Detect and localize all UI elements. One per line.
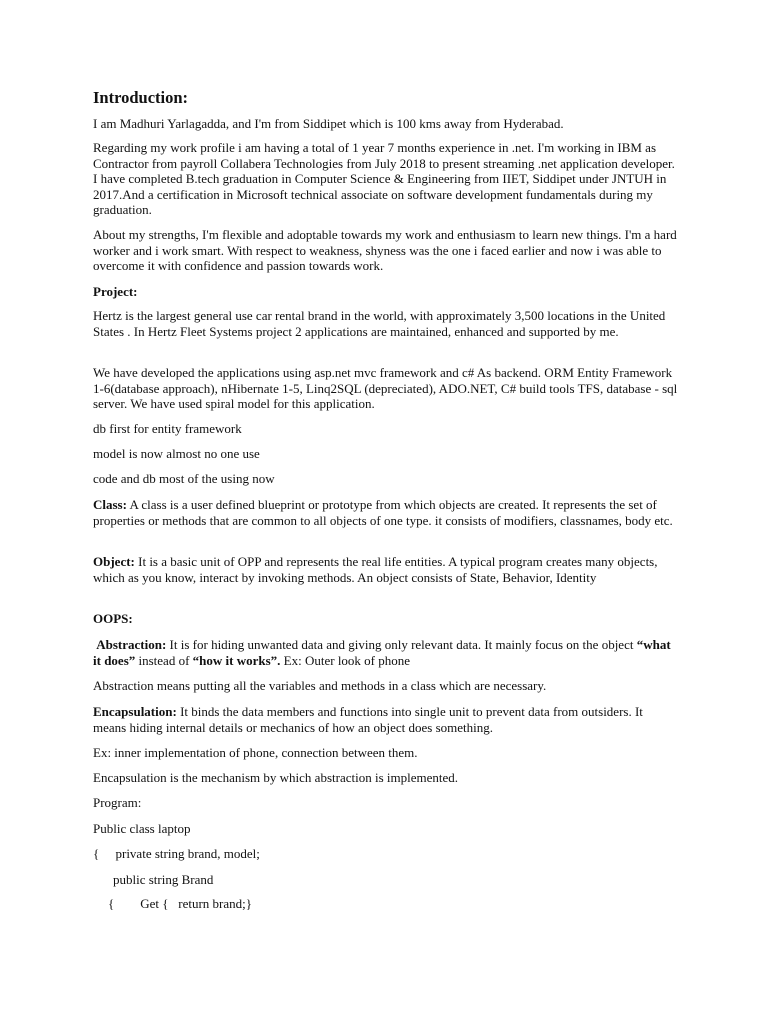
code-line: public string Brand (113, 872, 214, 887)
class-definition (93, 497, 678, 528)
work-profile-paragraph: Regarding my work profile i am having a total of 1 year 7 months experience in .net. I'm working in IBM as Contractor from payroll Collabera Technologies from July 2018 to present streaming .net application developer. I have completed B.tech graduation in Computer Science & Engineering from IIET, Siddipet under JNTUH in 2017.And a certification in Microsoft technical associate on software development fundamentals during my graduation. (93, 140, 675, 218)
abstraction-text: It is for hiding unwanted data and giving only relevant data. It mainly focus on the object (166, 637, 637, 652)
object-label: Object: (93, 554, 135, 569)
strengths-paragraph: About my strengths, I'm flexible and adoptable towards my work and enthusiasm to learn new things. I'm a hard worker and i work smart. With respect to weakness, shyness was the one i faced earlier and now i was able to overcome it with confidence and passion towards work. (93, 227, 677, 274)
abstraction-means: Abstraction means putting all the variables and methods in a class which are necessary. (93, 678, 547, 693)
abstraction-example: Ex: Outer look of phone (280, 652, 411, 668)
class-label: Class: (93, 497, 127, 512)
object-text: It is a basic unit of OPP and represents the real life entities. A typical program creates many objects, which as you know, interact by invoking methods. An object consists of State, Behavior, Identity (93, 554, 658, 585)
project-heading: Project: (93, 284, 138, 299)
abstraction-emphasis: “how it works”. (192, 652, 281, 668)
code-line: { Get { return brand;} (108, 896, 252, 911)
abstraction-text: instead of (135, 652, 193, 668)
project-description: Hertz is the largest general use car rental brand in the world, with approximately 3,500 locations in the United States . In Hertz Fleet Systems project 2 applications are maintained, enhanced and supported by me. (93, 308, 666, 339)
code-line: Public class laptop (93, 821, 191, 836)
encapsulation-example: Ex: inner implementation of phone, connection between them. (93, 745, 418, 760)
tech-stack-paragraph: We have developed the applications using asp.net mvc framework and c# As backend. ORM Entity Framework 1-6(database approach), nHibernate 1-5, Linq2SQL (depreciated), ADO.NET, C# build tools TFS, database - sql server. We have used spiral model for this application. (93, 365, 678, 412)
encapsulation-mechanism: Encapsulation is the mechanism by which abstraction is implemented. (93, 770, 458, 785)
encapsulation-definition (93, 704, 678, 735)
abstraction-label: Abstraction: (96, 637, 167, 652)
oops-heading: OOPS: (93, 611, 133, 626)
intro-paragraph: I am Madhuri Yarlagadda, and I'm from Siddipet which is 100 kms away from Hyderabad. (93, 116, 564, 131)
abstraction-emphasis: “what it does” (93, 637, 671, 668)
object-definition (93, 554, 678, 585)
encapsulation-label: Encapsulation: (93, 704, 177, 719)
note-line: db first for entity framework (93, 421, 242, 436)
note-line: code and db most of the using now (93, 471, 275, 486)
class-text: A class is a user defined blueprint or prototype from which objects are created. It represents the set of properties or methods that are common to all objects of one type. it consists of modifiers, classnames, body etc. (93, 497, 673, 528)
code-line: { private string brand, model; (93, 846, 260, 861)
abstraction-definition (93, 637, 678, 668)
note-line: model is now almost no one use (93, 446, 260, 461)
page-title: Introduction: (93, 88, 189, 107)
program-label: Program: (93, 795, 142, 810)
encapsulation-text: It binds the data members and functions into single unit to prevent data from outsiders. It means hiding internal details or mechanics of how an object does something. (93, 704, 643, 735)
